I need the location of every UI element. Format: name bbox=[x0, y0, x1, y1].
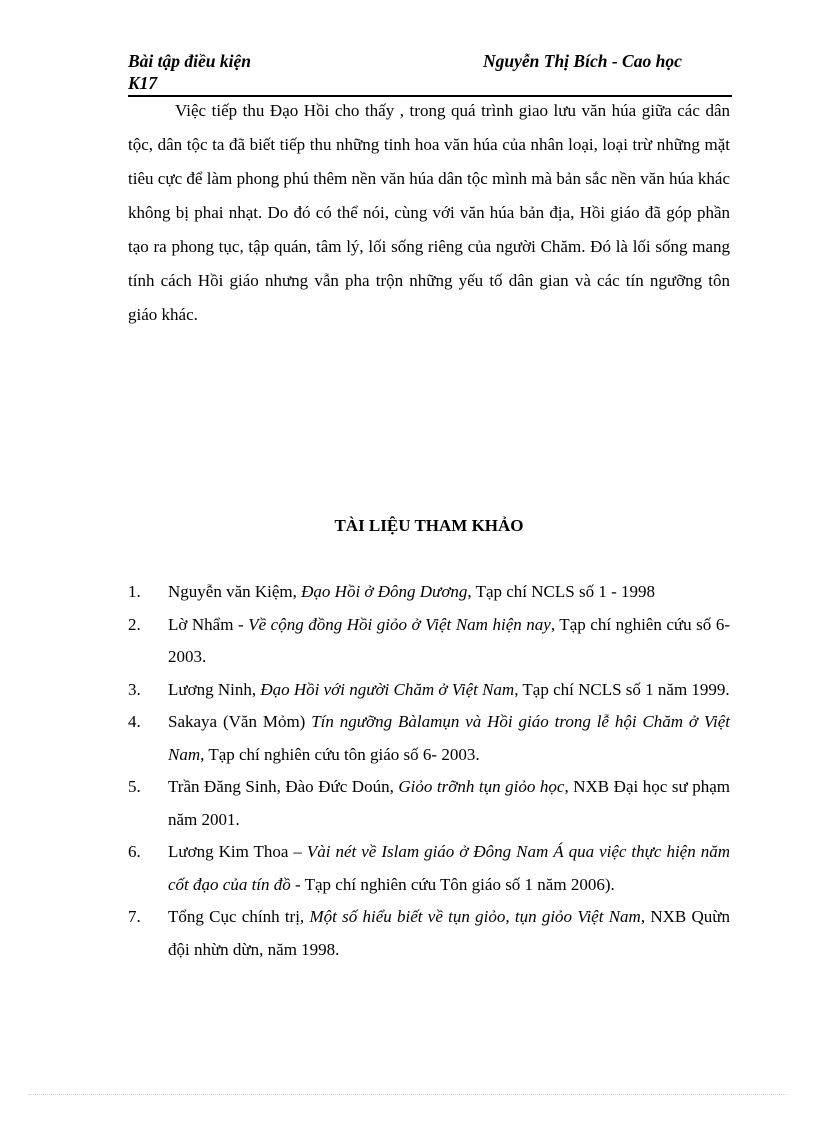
reference-publication: , Tạp chí nghiên cứu số 6-2003. bbox=[168, 614, 730, 666]
references-heading: TÀI LIỆU THAM KHẢO bbox=[334, 516, 524, 535]
reference-item bbox=[128, 901, 730, 966]
reference-author: Nguyễn văn Kiệm, bbox=[168, 582, 302, 601]
reference-item bbox=[128, 706, 730, 771]
reference-publication: , NXB Đại học sư phạm năm 2001. bbox=[168, 777, 730, 829]
reference-author: Tổng Cục chính trị, bbox=[168, 907, 310, 926]
reference-work-title: Đạo Hồi ở Đông Dương bbox=[301, 582, 468, 601]
reference-number: 2. bbox=[128, 614, 141, 634]
reference-author: Lương Kim Thoa – bbox=[168, 842, 307, 861]
reference-item bbox=[128, 836, 730, 901]
reference-publication: - Tạp chí nghiên cứu Tôn giáo số 1 năm 2006). bbox=[290, 874, 615, 894]
header-course-code: K17 bbox=[128, 73, 158, 93]
reference-number: 7. bbox=[128, 907, 141, 926]
reference-number: 5. bbox=[128, 777, 141, 796]
reference-item bbox=[128, 771, 730, 836]
reference-work-title: Đạo Hồi với người Chăm ở Việt Nam bbox=[260, 679, 515, 699]
references-list bbox=[128, 576, 730, 966]
reference-work-title: Một số hiểu biết về tụn giỏo, tụn giỏo Việt Nam bbox=[309, 907, 641, 926]
reference-number: 4. bbox=[128, 712, 141, 731]
reference-work-title: Giỏo trỡnh tụn giỏo học bbox=[398, 777, 565, 796]
reference-work-title: Vài nét về Islam giáo ở Đông Nam Á qua việc thực hiện năm cốt đạo của tín đồ bbox=[168, 842, 730, 894]
reference-work-title: Tín ngưỡng Bàlamụn và Hồi giáo trong lễ hội Chăm ở Việt Nam bbox=[168, 712, 730, 764]
reference-author: Lờ Nhẩm - bbox=[168, 614, 249, 634]
reference-publication: , Tạp chí NCLS số 1 năm 1999. bbox=[514, 679, 730, 699]
reference-author: Trần Đăng Sinh, Đào Đức Doún, bbox=[168, 777, 399, 796]
body-paragraph: Việc tiếp thu Đạo Hồi cho thấy , trong quá trình giao lưu văn húa giữa các dân tộc, dân tộc ta đã biết tiếp thu những tinh hoa văn húa của nhân loại, loại trừ những mặt tiêu cực để làm phong phú thêm nền văn húa dân tộc mình mà bản sắc nền văn húa khác không bị phai nhạt. Do đó có thể nói, cùng với văn húa bản địa, Hồi giáo đã góp phần tạo ra phong tục, tập quán, tâm lý, lối sống riêng của người Chăm. Đó là lối sống mang tính cách Hồi giáo nhưng vẫn pha trộn những yếu tố dân gian và các tín ngưỡng tôn giáo khác. bbox=[128, 101, 730, 324]
reference-work-title: Về cộng đồng Hồi giỏo ở Việt Nam hiện nay bbox=[248, 614, 551, 634]
reference-publication: , Tạp chí nghiên cứu tôn giáo số 6- 2003. bbox=[200, 744, 480, 764]
reference-item bbox=[128, 674, 730, 707]
header-course-title: Bài tập điều kiện bbox=[128, 51, 251, 71]
reference-author: Lương Ninh, bbox=[168, 679, 261, 699]
reference-publication: , NXB Quừn đội nhừn dừn, năm 1998. bbox=[168, 907, 730, 959]
reference-number: 6. bbox=[128, 842, 141, 861]
reference-number: 1. bbox=[128, 582, 141, 601]
reference-item bbox=[128, 576, 730, 609]
reference-item bbox=[128, 609, 730, 674]
reference-publication: , Tạp chí NCLS số 1 - 1998 bbox=[467, 582, 656, 601]
reference-number: 3. bbox=[128, 679, 141, 699]
header-author: Nguyễn Thị Bích - Cao học bbox=[483, 51, 682, 71]
reference-author: Sakaya (Văn Mỏm) bbox=[168, 712, 312, 731]
page-bottom-divider bbox=[28, 1094, 788, 1095]
